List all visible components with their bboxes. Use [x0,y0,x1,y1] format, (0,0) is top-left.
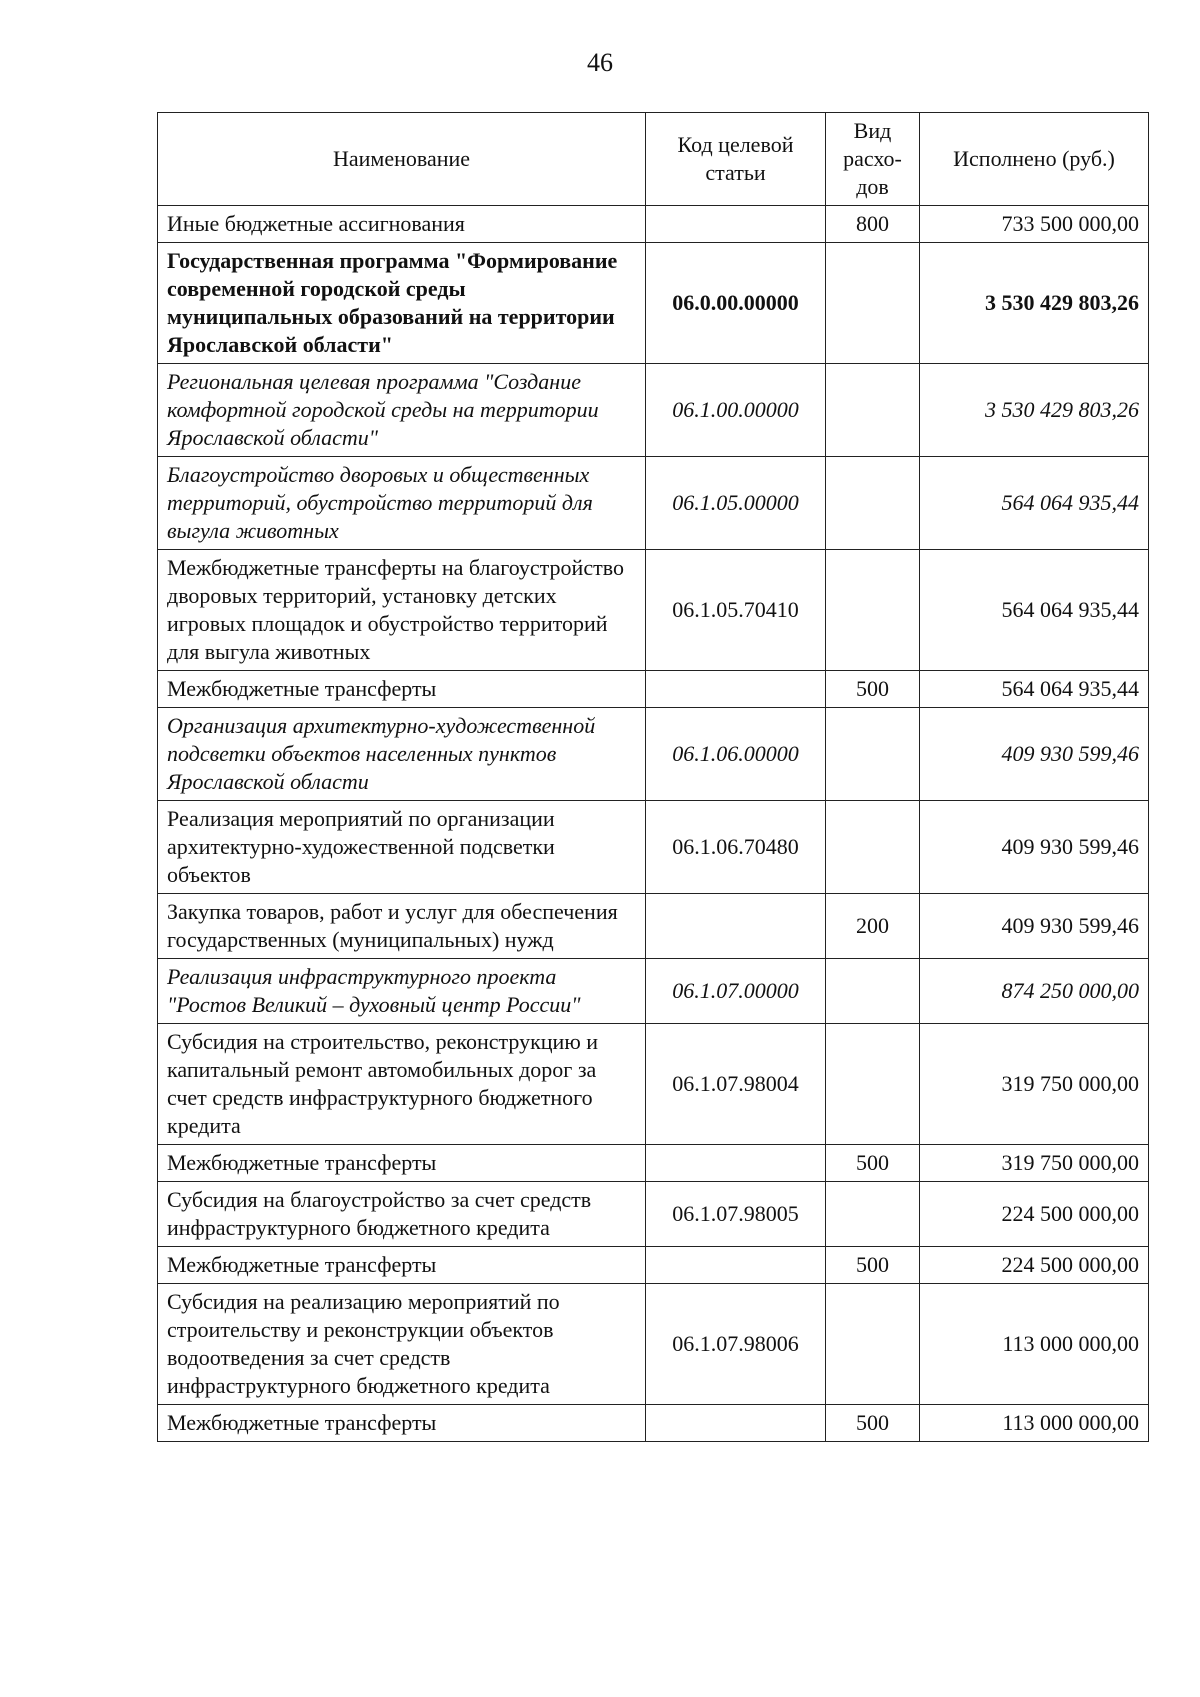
table-row [158,671,1149,708]
row-amount-cell: 319 750 000,00 [920,1145,1149,1182]
table-row [158,1145,1149,1182]
row-name-cell: Иные бюджетные ассигнования [158,206,646,243]
row-type-cell: 200 [826,894,920,959]
row-name-cell: Субсидия на реализацию мероприятий по строительству и реконструкции объектов водоотведения за счет средств инфраструктурного бюджетного кредита [158,1284,646,1405]
table-row [158,364,1149,457]
row-type-cell [826,1024,920,1145]
row-amount-cell: 409 930 599,46 [920,894,1149,959]
row-type-cell [826,708,920,801]
row-type-cell: 500 [826,1145,920,1182]
row-type-cell [826,550,920,671]
budget-table [157,112,1149,1442]
row-code-cell [646,894,826,959]
row-code-cell: 06.1.00.00000 [646,364,826,457]
row-code-cell: 06.1.07.98004 [646,1024,826,1145]
table-row [158,708,1149,801]
row-type-cell: 500 [826,671,920,708]
header-amount: Исполнено (руб.) [920,113,1149,206]
row-code-cell: 06.1.06.00000 [646,708,826,801]
row-type-cell [826,1284,920,1405]
table-row [158,1024,1149,1145]
row-name-cell: Межбюджетные трансферты [158,671,646,708]
row-type-cell: 500 [826,1405,920,1442]
table-header-row [158,113,1149,206]
row-code-cell [646,206,826,243]
row-name-cell: Благоустройство дворовых и общественных территорий, обустройство территорий для выгула животных [158,457,646,550]
row-code-cell: 06.1.05.70410 [646,550,826,671]
row-amount-cell: 409 930 599,46 [920,801,1149,894]
row-code-cell [646,1247,826,1284]
row-amount-cell: 3 530 429 803,26 [920,364,1149,457]
table-row [158,206,1149,243]
row-amount-cell: 874 250 000,00 [920,959,1149,1024]
row-amount-cell: 113 000 000,00 [920,1405,1149,1442]
row-type-cell [826,457,920,550]
row-type-cell [826,959,920,1024]
table-row [158,1405,1149,1442]
row-type-cell [826,801,920,894]
row-name-cell: Организация архитектурно-художественной подсветки объектов населенных пунктов Ярославской области [158,708,646,801]
row-type-cell [826,1182,920,1247]
row-amount-cell: 564 064 935,44 [920,671,1149,708]
table-row [158,894,1149,959]
row-code-cell: 06.1.05.00000 [646,457,826,550]
table-row [158,1247,1149,1284]
table-row [158,801,1149,894]
table-row [158,1284,1149,1405]
row-type-cell [826,364,920,457]
row-name-cell: Субсидия на строительство, реконструкцию и капитальный ремонт автомобильных дорог за счет средств инфраструктурного бюджетного кредита [158,1024,646,1145]
table-row [158,959,1149,1024]
table-body [158,206,1149,1442]
row-name-cell: Государственная программа "Формирование современной городской среды муниципальных образований на территории Ярославской области" [158,243,646,364]
header-type: Вид расхо-дов [826,113,920,206]
row-name-cell: Межбюджетные трансферты [158,1145,646,1182]
table-row [158,457,1149,550]
row-name-cell: Закупка товаров, работ и услуг для обеспечения государственных (муниципальных) нужд [158,894,646,959]
table-row [158,1182,1149,1247]
table-row [158,243,1149,364]
row-amount-cell: 409 930 599,46 [920,708,1149,801]
row-amount-cell: 224 500 000,00 [920,1182,1149,1247]
row-name-cell: Субсидия на благоустройство за счет средств инфраструктурного бюджетного кредита [158,1182,646,1247]
row-amount-cell: 564 064 935,44 [920,550,1149,671]
row-type-cell [826,243,920,364]
row-code-cell: 06.0.00.00000 [646,243,826,364]
row-name-cell: Межбюджетные трансферты [158,1405,646,1442]
table-row [158,550,1149,671]
row-code-cell: 06.1.07.98005 [646,1182,826,1247]
header-code: Код целевой статьи [646,113,826,206]
row-code-cell [646,671,826,708]
row-name-cell: Межбюджетные трансферты на благоустройство дворовых территорий, установку детских игровых площадок и обустройство территорий для выгула животных [158,550,646,671]
row-code-cell: 06.1.07.98006 [646,1284,826,1405]
row-amount-cell: 564 064 935,44 [920,457,1149,550]
row-name-cell: Реализация мероприятий по организации архитектурно-художественной подсветки объектов [158,801,646,894]
row-amount-cell: 3 530 429 803,26 [920,243,1149,364]
row-type-cell: 500 [826,1247,920,1284]
row-name-cell: Региональная целевая программа "Создание комфортной городской среды на территории Ярославской области" [158,364,646,457]
row-code-cell [646,1405,826,1442]
row-amount-cell: 319 750 000,00 [920,1024,1149,1145]
row-amount-cell: 733 500 000,00 [920,206,1149,243]
row-amount-cell: 113 000 000,00 [920,1284,1149,1405]
row-code-cell [646,1145,826,1182]
row-name-cell: Реализация инфраструктурного проекта "Ростов Великий – духовный центр России" [158,959,646,1024]
row-name-cell: Межбюджетные трансферты [158,1247,646,1284]
row-code-cell: 06.1.06.70480 [646,801,826,894]
row-amount-cell: 224 500 000,00 [920,1247,1149,1284]
row-type-cell: 800 [826,206,920,243]
row-code-cell: 06.1.07.00000 [646,959,826,1024]
page-number: 46 [587,48,613,77]
header-name: Наименование [158,113,646,206]
